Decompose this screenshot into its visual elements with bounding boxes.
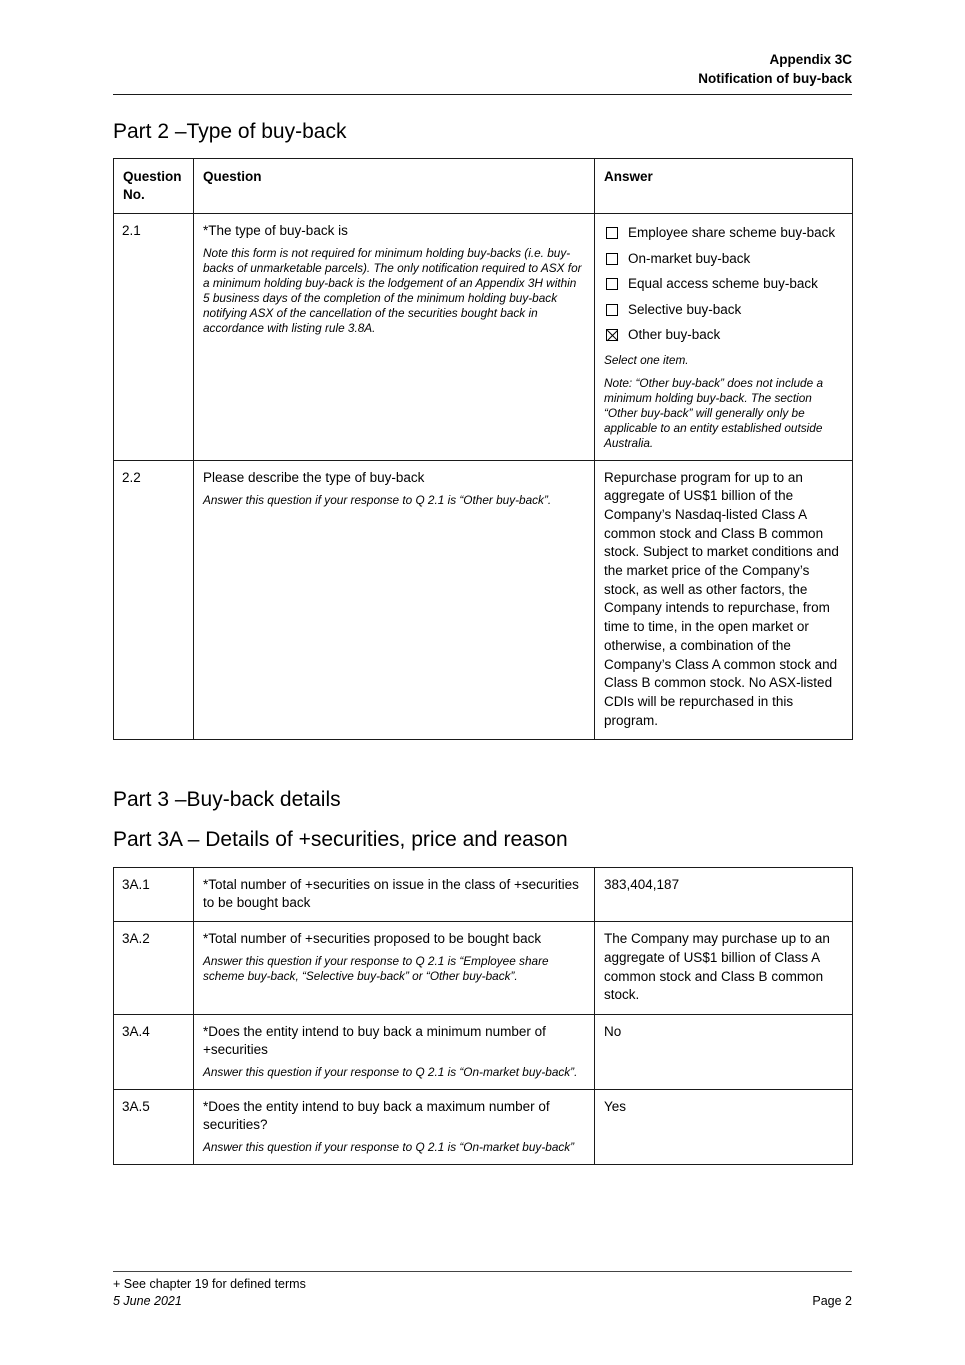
checkbox-label: Equal access scheme buy-back — [628, 276, 818, 291]
footer-date: 5 June 2021 — [113, 1294, 182, 1308]
table-header-row — [114, 159, 853, 214]
question-cell — [194, 1090, 595, 1165]
checkbox-unchecked-icon[interactable] — [606, 278, 618, 290]
answer-cell — [595, 868, 853, 922]
question-note: Answer this question if your response to Q 2.1 is “On-market buy-back”. — [203, 1065, 578, 1080]
table-row-3a2 — [114, 922, 853, 1015]
checkbox-label: Employee share scheme buy-back — [628, 225, 836, 240]
header-divider — [113, 94, 852, 95]
question-text: *Does the entity intend to buy back a maximum number of securities? — [203, 1099, 550, 1133]
checkbox-unchecked-icon[interactable] — [606, 227, 618, 239]
question-cell — [194, 460, 595, 740]
table-row-q21 — [114, 214, 853, 461]
header-title: Appendix 3C — [769, 52, 852, 67]
question-text: *Total number of +securities on issue in the class of +securities to be bought back — [203, 877, 579, 911]
checkbox-unchecked-icon[interactable] — [606, 253, 618, 265]
header-subtitle: Notification of buy-back — [698, 71, 852, 86]
document-footer — [113, 1271, 852, 1310]
question-no: 3A.1 — [114, 868, 194, 922]
part3a-details-table — [113, 867, 853, 1165]
select-one-item-note: Select one item. — [604, 352, 689, 367]
part3-title: Part 3 –Buy-back details — [113, 788, 341, 812]
table-row-3a1 — [114, 868, 853, 922]
question-cell — [194, 868, 595, 922]
checkbox-option-on-market[interactable] — [604, 250, 842, 269]
checkbox-label: On-market buy-back — [628, 250, 751, 266]
part2-questions-table — [113, 158, 853, 740]
footer-defined-terms: + See chapter 19 for defined terms — [113, 1277, 306, 1291]
answer-text: Yes — [604, 1099, 627, 1115]
answer-text: Repurchase program for up to an aggregate of US$1 billion of the Company’s Nasdaq-listed Class A common stock and Class B common stock. Subject to market conditions and the market price of the Company’s stock, as well as other factors, the Company intends to repurchase, from time to time, in the open market or otherwise, a combination of the Company’s Class A common stock and Class B common stock. No ASX-listed CDIs will be repurchased in this program. — [604, 469, 839, 728]
question-no: 3A.2 — [114, 922, 194, 1015]
checkbox-option-other[interactable] — [604, 326, 842, 345]
question-note: Answer this question if your response to Q 2.1 is “On-market buy-back” — [203, 1140, 575, 1155]
table-row-3a5 — [114, 1090, 853, 1165]
part3a-title: Part 3A – Details of +securities, price and reason — [113, 828, 568, 852]
checkbox-label: Selective buy-back — [628, 301, 742, 317]
question-text: Please describe the type of buy-back — [203, 469, 425, 485]
checkbox-checked-icon[interactable] — [606, 329, 618, 341]
col-header-question: Question — [194, 159, 595, 214]
answer-cell — [595, 922, 853, 1015]
question-text: *Total number of +securities proposed to be bought back — [203, 931, 542, 947]
other-buyback-note: Note: “Other buy-back” does not include a minimum holding buy-back. The section “Other buy-back” will generally only be applicable to an entity established outside Australia. — [604, 375, 824, 450]
table-row-q22 — [114, 460, 853, 740]
question-note: Note this form is not required for minimum holding buy-backs (i.e. buy-backs of unmarketable parcels). The only notification required to ASX for a minimum holding buy-back is the lodgement of an Appendix 3H within 5 business days of the completion of the minimum holding buy-back notifying ASX of the cancellation of the securities bought back in accordance with listing rule 3.8A. — [203, 246, 582, 335]
checkbox-label: Other buy-back — [628, 327, 721, 342]
question-cell — [194, 922, 595, 1015]
question-note: Answer this question if your response to Q 2.1 is “Other buy-back”. — [203, 492, 552, 507]
checkbox-option-selective[interactable] — [604, 301, 842, 320]
checkbox-option-employee-share-scheme[interactable] — [604, 224, 842, 243]
question-cell — [194, 214, 595, 461]
document-header — [113, 0, 852, 88]
footer-page-number: Page 2 — [812, 1294, 852, 1308]
question-no: 3A.5 — [114, 1090, 194, 1165]
answer-cell — [595, 1090, 853, 1165]
question-note: Answer this question if your response to Q 2.1 is “Employee share scheme buy-back, “Selective buy-back” or “Other buy-back”. — [203, 954, 549, 984]
question-cell — [194, 1015, 595, 1090]
question-no: 2.1 — [114, 214, 194, 461]
answer-text: No — [604, 1024, 622, 1040]
answer-cell — [595, 460, 853, 740]
checkbox-unchecked-icon[interactable] — [606, 304, 618, 316]
table-row-3a4 — [114, 1015, 853, 1090]
checkbox-option-equal-access-scheme[interactable] — [604, 275, 842, 294]
answer-text: 383,404,187 — [604, 877, 680, 893]
question-text: *The type of buy-back is — [203, 223, 348, 238]
col-header-question-no: Question No. — [114, 159, 194, 214]
part2-title: Part 2 –Type of buy-back — [113, 120, 347, 143]
question-no: 3A.4 — [114, 1015, 194, 1090]
answer-text: The Company may purchase up to an aggregate of US$1 billion of Class A common stock and Class B common stock. — [604, 931, 830, 1003]
question-no: 2.2 — [114, 460, 194, 740]
answer-cell — [595, 214, 853, 461]
question-text: *Does the entity intend to buy back a minimum number of +securities — [203, 1024, 546, 1058]
buyback-type-options — [604, 224, 842, 345]
answer-cell — [595, 1015, 853, 1090]
page-content — [113, 0, 852, 1165]
col-header-answer: Answer — [595, 159, 853, 214]
